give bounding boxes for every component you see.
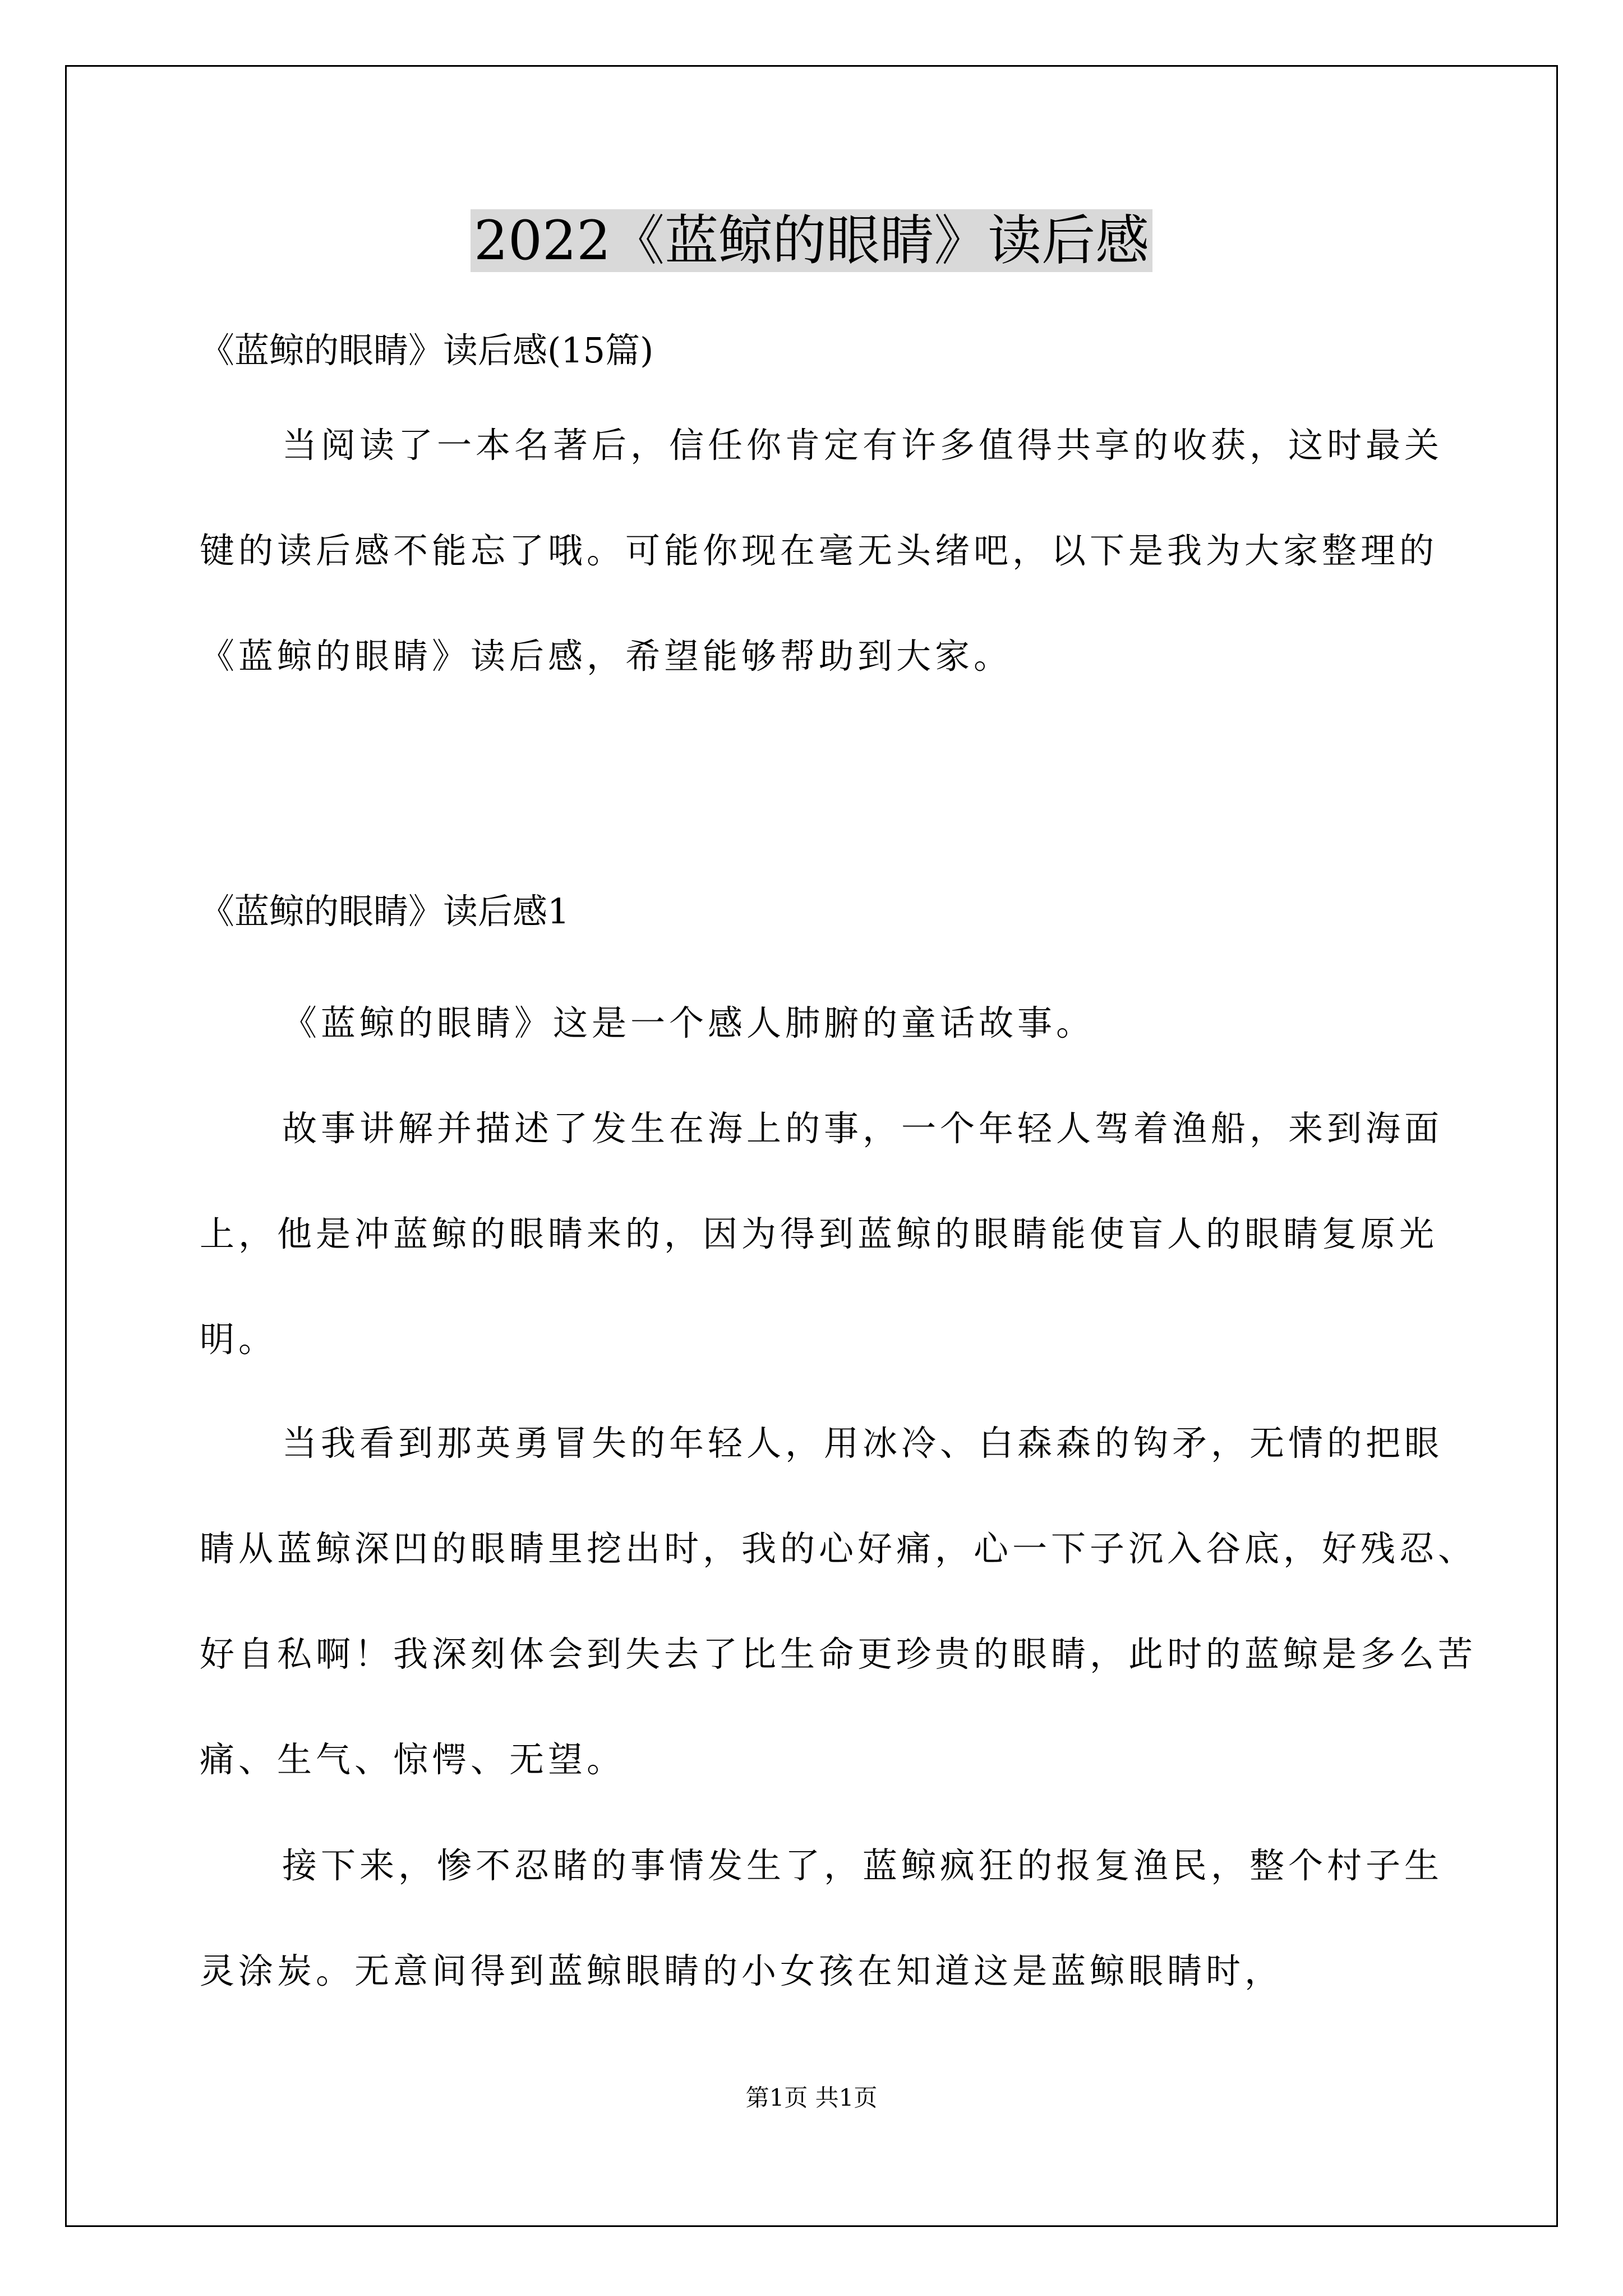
- page-footer: 第1页 共1页: [745, 2084, 878, 2111]
- document-subtitle: 《蓝鲸的眼睛》读后感(15篇): [200, 330, 654, 371]
- body-paragraph-2: 故事讲解并描述了发生在海上的事，一个年轻人驾着渔船，来到海面上，他是冲蓝鲸的眼睛来的，因为得到蓝鲸的眼睛能使盲人的眼睛复原光明。: [200, 1108, 1444, 1360]
- intro-paragraph: 当阅读了一本名著后，信任你肯定有许多值得共享的收获，这时最关键的读后感不能忘了哦。可能你现在毫无头绪吧，以下是我为大家整理的《蓝鲸的眼睛》读后感，希望能够帮助到大家。: [200, 425, 1444, 677]
- body-paragraph-4: 接下来，惨不忍睹的事情发生了，蓝鲸疯狂的报复渔民，整个村子生灵涂炭。无意间得到蓝鲸眼睛的小女孩在知道这是蓝鲸眼睛时，: [200, 1845, 1444, 1991]
- body-paragraph-3: 当我看到那英勇冒失的年轻人，用冰冷、白森森的钩矛，无情的把眼睛从蓝鲸深凹的眼睛里挖出时，我的心好痛，心一下子沉入谷底，好残忍、好自私啊！我深刻体会到失去了比生命更珍贵的眼睛，此时的蓝鲸是多么苦痛、生气、惊愕、无望。: [200, 1423, 1477, 1780]
- document-title: 2022《蓝鲸的眼睛》读后感: [0, 203, 1623, 279]
- section-heading: 《蓝鲸的眼睛》读后感1: [200, 891, 570, 932]
- body-paragraph-1: 《蓝鲸的眼睛》这是一个感人肺腑的童话故事。: [282, 1002, 1095, 1043]
